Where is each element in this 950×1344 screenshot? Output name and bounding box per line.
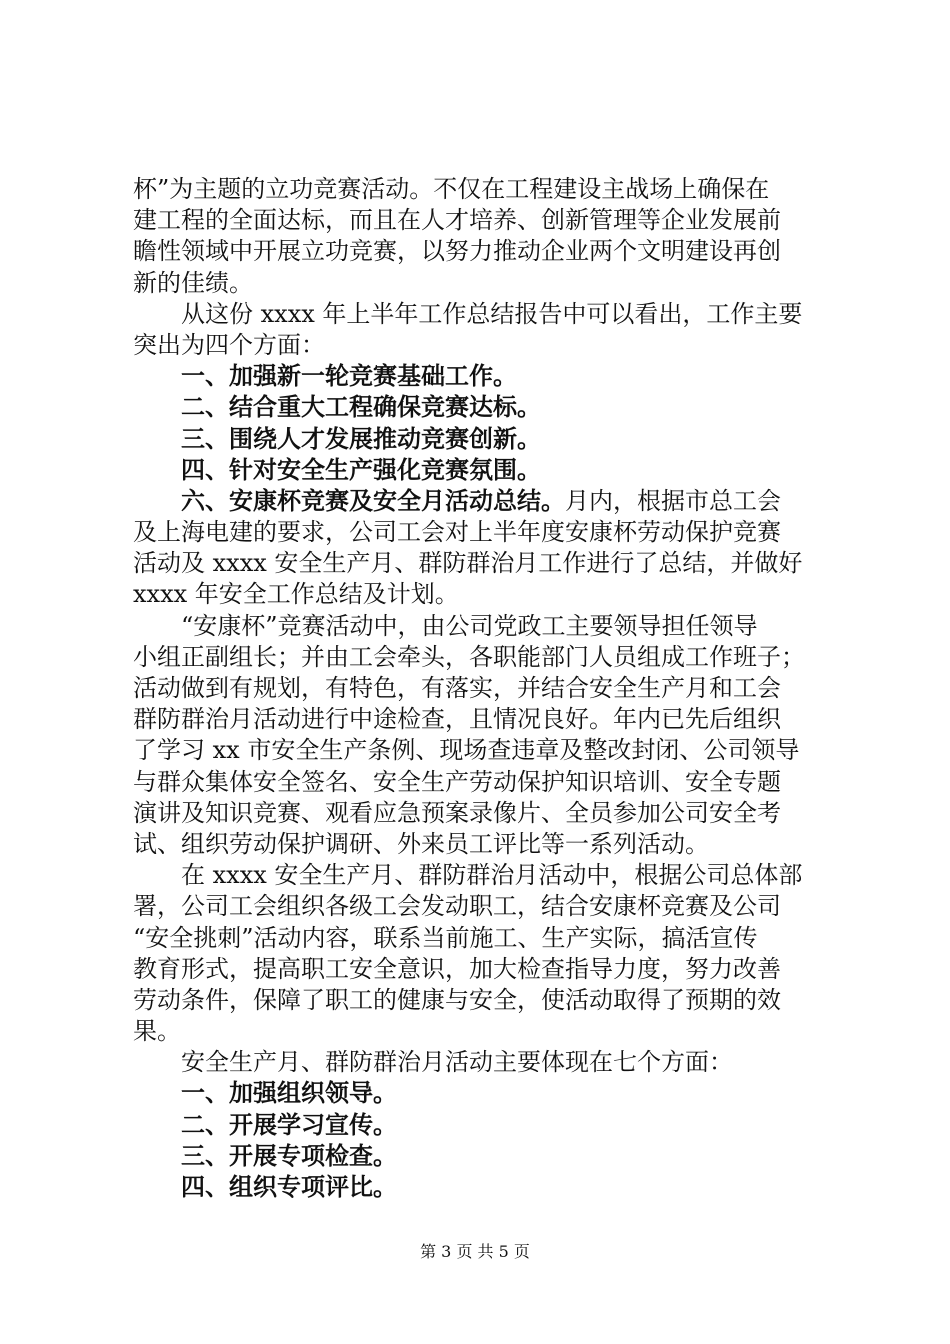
text-run: “安全挑刺”活动内容，联系当前施工、生产实际，搞活宣传 <box>133 923 758 952</box>
list-item-heading: 三、围绕人才发展推动竞赛创新。 <box>181 424 541 453</box>
text-run: 在 xxxx 安全生产月、群防群治月活动中，根据公司总体部 <box>181 861 803 890</box>
document-body <box>133 174 833 1203</box>
text-line <box>133 735 833 766</box>
text-run: 瞻性领域中开展立功竞赛，以努力推动企业两个文明建设再创 <box>133 237 781 266</box>
text-run: 群防群治月活动进行中途检查，且情况良好。年内已先后组织 <box>133 705 781 734</box>
text-line <box>133 330 833 361</box>
text-line <box>133 548 833 579</box>
text-line <box>133 361 833 392</box>
section-heading: 六、安康杯竞赛及安全月活动总结。 <box>181 486 565 515</box>
text-line <box>133 174 833 205</box>
text-line <box>133 673 833 704</box>
text-line <box>133 985 833 1016</box>
text-run: 劳动条件，保障了职工的健康与安全，使活动取得了预期的效 <box>133 985 781 1014</box>
text-run: 署，公司工会组织各级工会发动职工，结合安康杯竞赛及公司 <box>133 892 781 921</box>
text-line <box>133 299 833 330</box>
text-line <box>133 642 833 673</box>
text-run: 与群众集体安全签名、安全生产劳动保护知识培训、安全专题 <box>133 767 781 796</box>
text-line <box>133 611 833 642</box>
text-line <box>133 1172 833 1203</box>
list-item-heading: 一、加强组织领导。 <box>181 1079 397 1108</box>
text-run: xxxx 年安全工作总结及计划。 <box>133 580 459 609</box>
text-line <box>133 1110 833 1141</box>
text-run: 小组正副组长；并由工会牵头，各职能部门人员组成工作班子； <box>133 642 805 671</box>
text-line <box>133 1078 833 1109</box>
text-line <box>133 767 833 798</box>
text-run: 活动做到有规划，有特色，有落实，并结合安全生产月和工会 <box>133 674 781 702</box>
list-item-heading: 四、针对安全生产强化竞赛氛围。 <box>181 455 541 484</box>
text-line <box>133 268 833 299</box>
text-run: 月内，根据市总工会 <box>565 486 781 515</box>
text-run: 活动及 xxxx 安全生产月、群防群治月工作进行了总结，并做好 <box>133 549 803 578</box>
text-run: 从这份 xxxx 年上半年工作总结报告中可以看出，工作主要 <box>181 299 803 328</box>
text-run: 试、组织劳动保护调研、外来员工评比等一系列活动。 <box>133 829 709 858</box>
text-run: 建工程的全面达标，而且在人才培养、创新管理等企业发展前 <box>133 206 781 235</box>
text-run: “安康杯”竞赛活动中，由公司党政工主要领导担任领导 <box>181 611 758 640</box>
text-line <box>133 517 833 548</box>
text-line <box>133 954 833 985</box>
text-run: 了学习 xx 市安全生产条例、现场查违章及整改封闭、公司领导 <box>133 736 800 765</box>
text-line <box>133 1047 833 1078</box>
list-item-heading: 二、开展学习宣传。 <box>181 1110 397 1139</box>
text-run: 新的佳绩。 <box>133 268 253 297</box>
text-line <box>133 1141 833 1172</box>
text-line <box>133 923 833 954</box>
text-run: 演讲及知识竞赛、观看应急预案录像片、全员参加公司安全考 <box>133 798 781 827</box>
text-line <box>133 1016 833 1047</box>
text-line <box>133 798 833 829</box>
text-run: 果。 <box>133 1017 181 1046</box>
page-footer: 第 3 页 共 5 页 <box>420 1242 530 1261</box>
text-line <box>133 205 833 236</box>
text-line <box>133 860 833 891</box>
text-run: 教育形式，提高职工安全意识，加大检查指导力度，努力改善 <box>133 954 781 983</box>
text-line <box>133 455 833 486</box>
text-line <box>133 704 833 735</box>
text-run: 及上海电建的要求，公司工会对上半年度安康杯劳动保护竞赛 <box>133 518 781 547</box>
list-item-heading: 三、开展专项检查。 <box>181 1141 397 1170</box>
text-line <box>133 891 833 922</box>
text-run: 安全生产月、群防群治月活动主要体现在七个方面： <box>181 1048 733 1077</box>
text-line <box>133 579 833 610</box>
text-line <box>133 392 833 423</box>
text-line <box>133 829 833 860</box>
list-item-heading: 一、加强新一轮竞赛基础工作。 <box>181 362 517 391</box>
text-run: 突出为四个方面： <box>133 330 325 359</box>
list-item-heading: 四、组织专项评比。 <box>181 1173 397 1201</box>
list-item-heading: 二、结合重大工程确保竞赛达标。 <box>181 393 541 422</box>
text-line <box>133 486 833 517</box>
text-line <box>133 236 833 267</box>
text-line <box>133 424 833 455</box>
text-run: 杯”为主题的立功竞赛活动。不仅在工程建设主战场上确保在 <box>133 175 770 203</box>
